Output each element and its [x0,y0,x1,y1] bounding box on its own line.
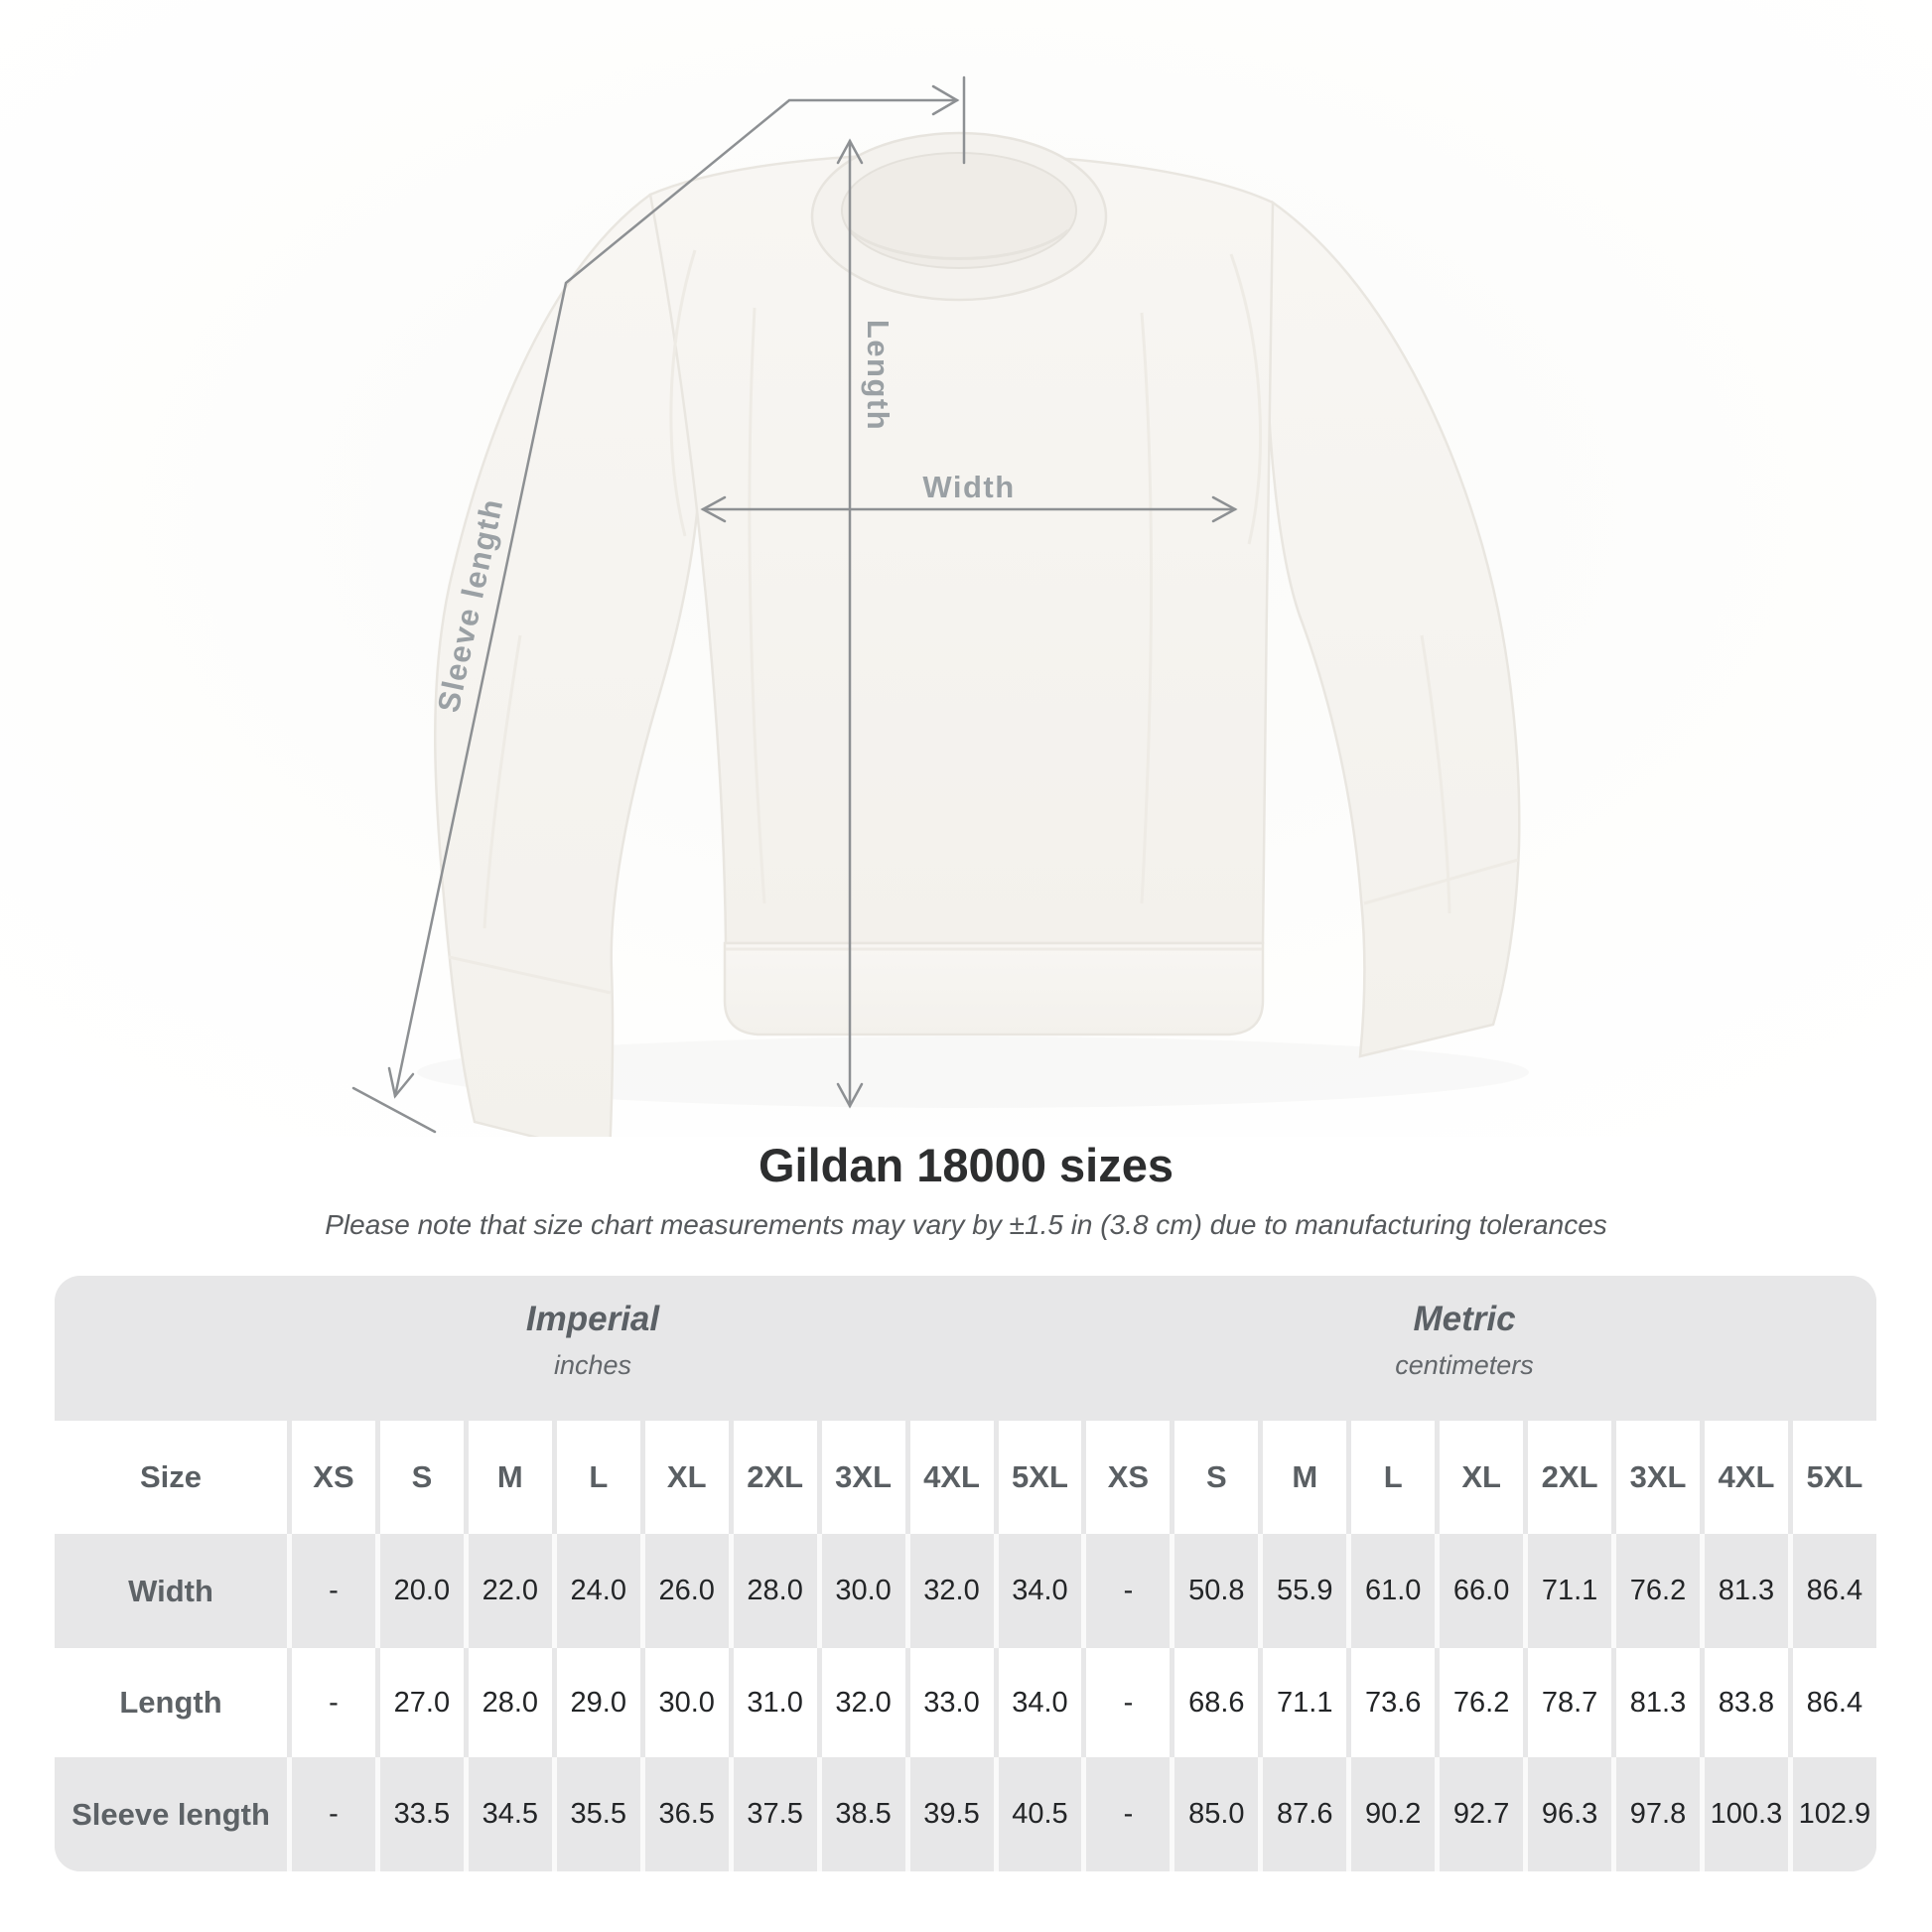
value-cell: 28.0 [729,1534,817,1648]
value-cell: 29.0 [552,1648,640,1757]
value-cell: 30.0 [640,1648,729,1757]
value-cell: 87.6 [1258,1757,1346,1871]
value-cell: 32.0 [817,1648,905,1757]
row-label: Length [119,1685,222,1720]
size-header-cell: M [464,1421,552,1534]
row-label: Sleeve length [71,1796,270,1832]
size-header-cell: 5XL [1788,1421,1876,1534]
imperial-title: Imperial [525,1300,660,1338]
size-header-cell: S [1170,1421,1258,1534]
value-cell: 24.0 [552,1534,640,1648]
value-cell: 68.6 [1170,1648,1258,1757]
size-header-cell: 3XL [817,1421,905,1534]
page-title: Gildan 18000 sizes [758,1139,1174,1191]
value-cell: 73.6 [1346,1648,1435,1757]
size-header-cell: XS [287,1421,375,1534]
width-row [55,1534,1876,1648]
size-header-cell: M [1258,1421,1346,1534]
value-cell: - [1081,1757,1170,1871]
value-cell: 90.2 [1346,1757,1435,1871]
value-cell: - [287,1757,375,1871]
value-cell: 76.2 [1611,1534,1700,1648]
value-cell: 71.1 [1523,1534,1611,1648]
value-cell: 96.3 [1523,1757,1611,1871]
value-cell: 102.9 [1788,1757,1876,1871]
size-header-cell: S [375,1421,464,1534]
value-cell: 40.5 [994,1757,1082,1871]
value-cell: 37.5 [729,1757,817,1871]
size-header-cell: 3XL [1611,1421,1700,1534]
value-cell: 39.5 [905,1757,994,1871]
value-cell: 86.4 [1788,1648,1876,1757]
value-cell: 83.8 [1700,1648,1788,1757]
value-cell: 85.0 [1170,1757,1258,1871]
sleeve-length-row [55,1757,1876,1871]
value-cell: 33.0 [905,1648,994,1757]
imperial-unit: inches [553,1350,632,1380]
tolerance-note: Please note that size chart measurements may vary by ±1.5 in (3.8 cm) due to manufacturing tolerances [325,1209,1607,1240]
value-cell: 50.8 [1170,1534,1258,1648]
unit-header-row [55,1276,1876,1421]
value-cell: 35.5 [552,1757,640,1871]
size-header-cell: XL [640,1421,729,1534]
value-cell: 34.0 [994,1534,1082,1648]
value-cell: 27.0 [375,1648,464,1757]
value-cell: 78.7 [1523,1648,1611,1757]
size-header-cell: 4XL [905,1421,994,1534]
value-cell: 38.5 [817,1757,905,1871]
length-label: Length [860,319,896,432]
size-table [55,1276,1876,1871]
value-cell: - [1081,1648,1170,1757]
value-cell: 81.3 [1700,1534,1788,1648]
value-cell: 20.0 [375,1534,464,1648]
value-cell: 76.2 [1435,1648,1523,1757]
value-cell: 31.0 [729,1648,817,1757]
value-cell: - [287,1648,375,1757]
value-cell: 81.3 [1611,1648,1700,1757]
value-cell: 55.9 [1258,1534,1346,1648]
value-cell: 33.5 [375,1757,464,1871]
value-cell: 34.0 [994,1648,1082,1757]
size-header-row [55,1421,1876,1534]
value-cell: 26.0 [640,1534,729,1648]
value-cell: 71.1 [1258,1648,1346,1757]
value-cell: 30.0 [817,1534,905,1648]
value-cell: 61.0 [1346,1534,1435,1648]
size-header-cell: 5XL [994,1421,1082,1534]
value-cell: 86.4 [1788,1534,1876,1648]
value-cell: 34.5 [464,1757,552,1871]
value-cell: 100.3 [1700,1757,1788,1871]
sleeve-length-label: Sleeve length [430,494,510,716]
value-cell: 97.8 [1611,1757,1700,1871]
row-label: Width [128,1573,213,1608]
imperial-header [526,1300,659,1381]
size-header-cell: L [552,1421,640,1534]
length-row [55,1648,1876,1757]
value-cell: - [1081,1534,1170,1648]
size-header-cell: L [1346,1421,1435,1534]
size-header-cell: XS [1081,1421,1170,1534]
size-header-cell: XL [1435,1421,1523,1534]
value-cell: 32.0 [905,1534,994,1648]
value-cell: 36.5 [640,1757,729,1871]
metric-title: Metric [1413,1300,1516,1338]
hem-band [725,943,1263,1035]
size-header-cell: 4XL [1700,1421,1788,1534]
value-cell: - [287,1534,375,1648]
value-cell: 28.0 [464,1648,552,1757]
collar [812,133,1106,300]
size-header-cell: 2XL [1523,1421,1611,1534]
value-cell: 22.0 [464,1534,552,1648]
value-cell: 66.0 [1435,1534,1523,1648]
width-label: Width [922,470,1016,504]
metric-header [1395,1300,1534,1381]
size-header-cell: 2XL [729,1421,817,1534]
value-cell: 92.7 [1435,1757,1523,1871]
metric-unit: centimeters [1395,1350,1534,1380]
size-column-header: Size [139,1459,203,1494]
